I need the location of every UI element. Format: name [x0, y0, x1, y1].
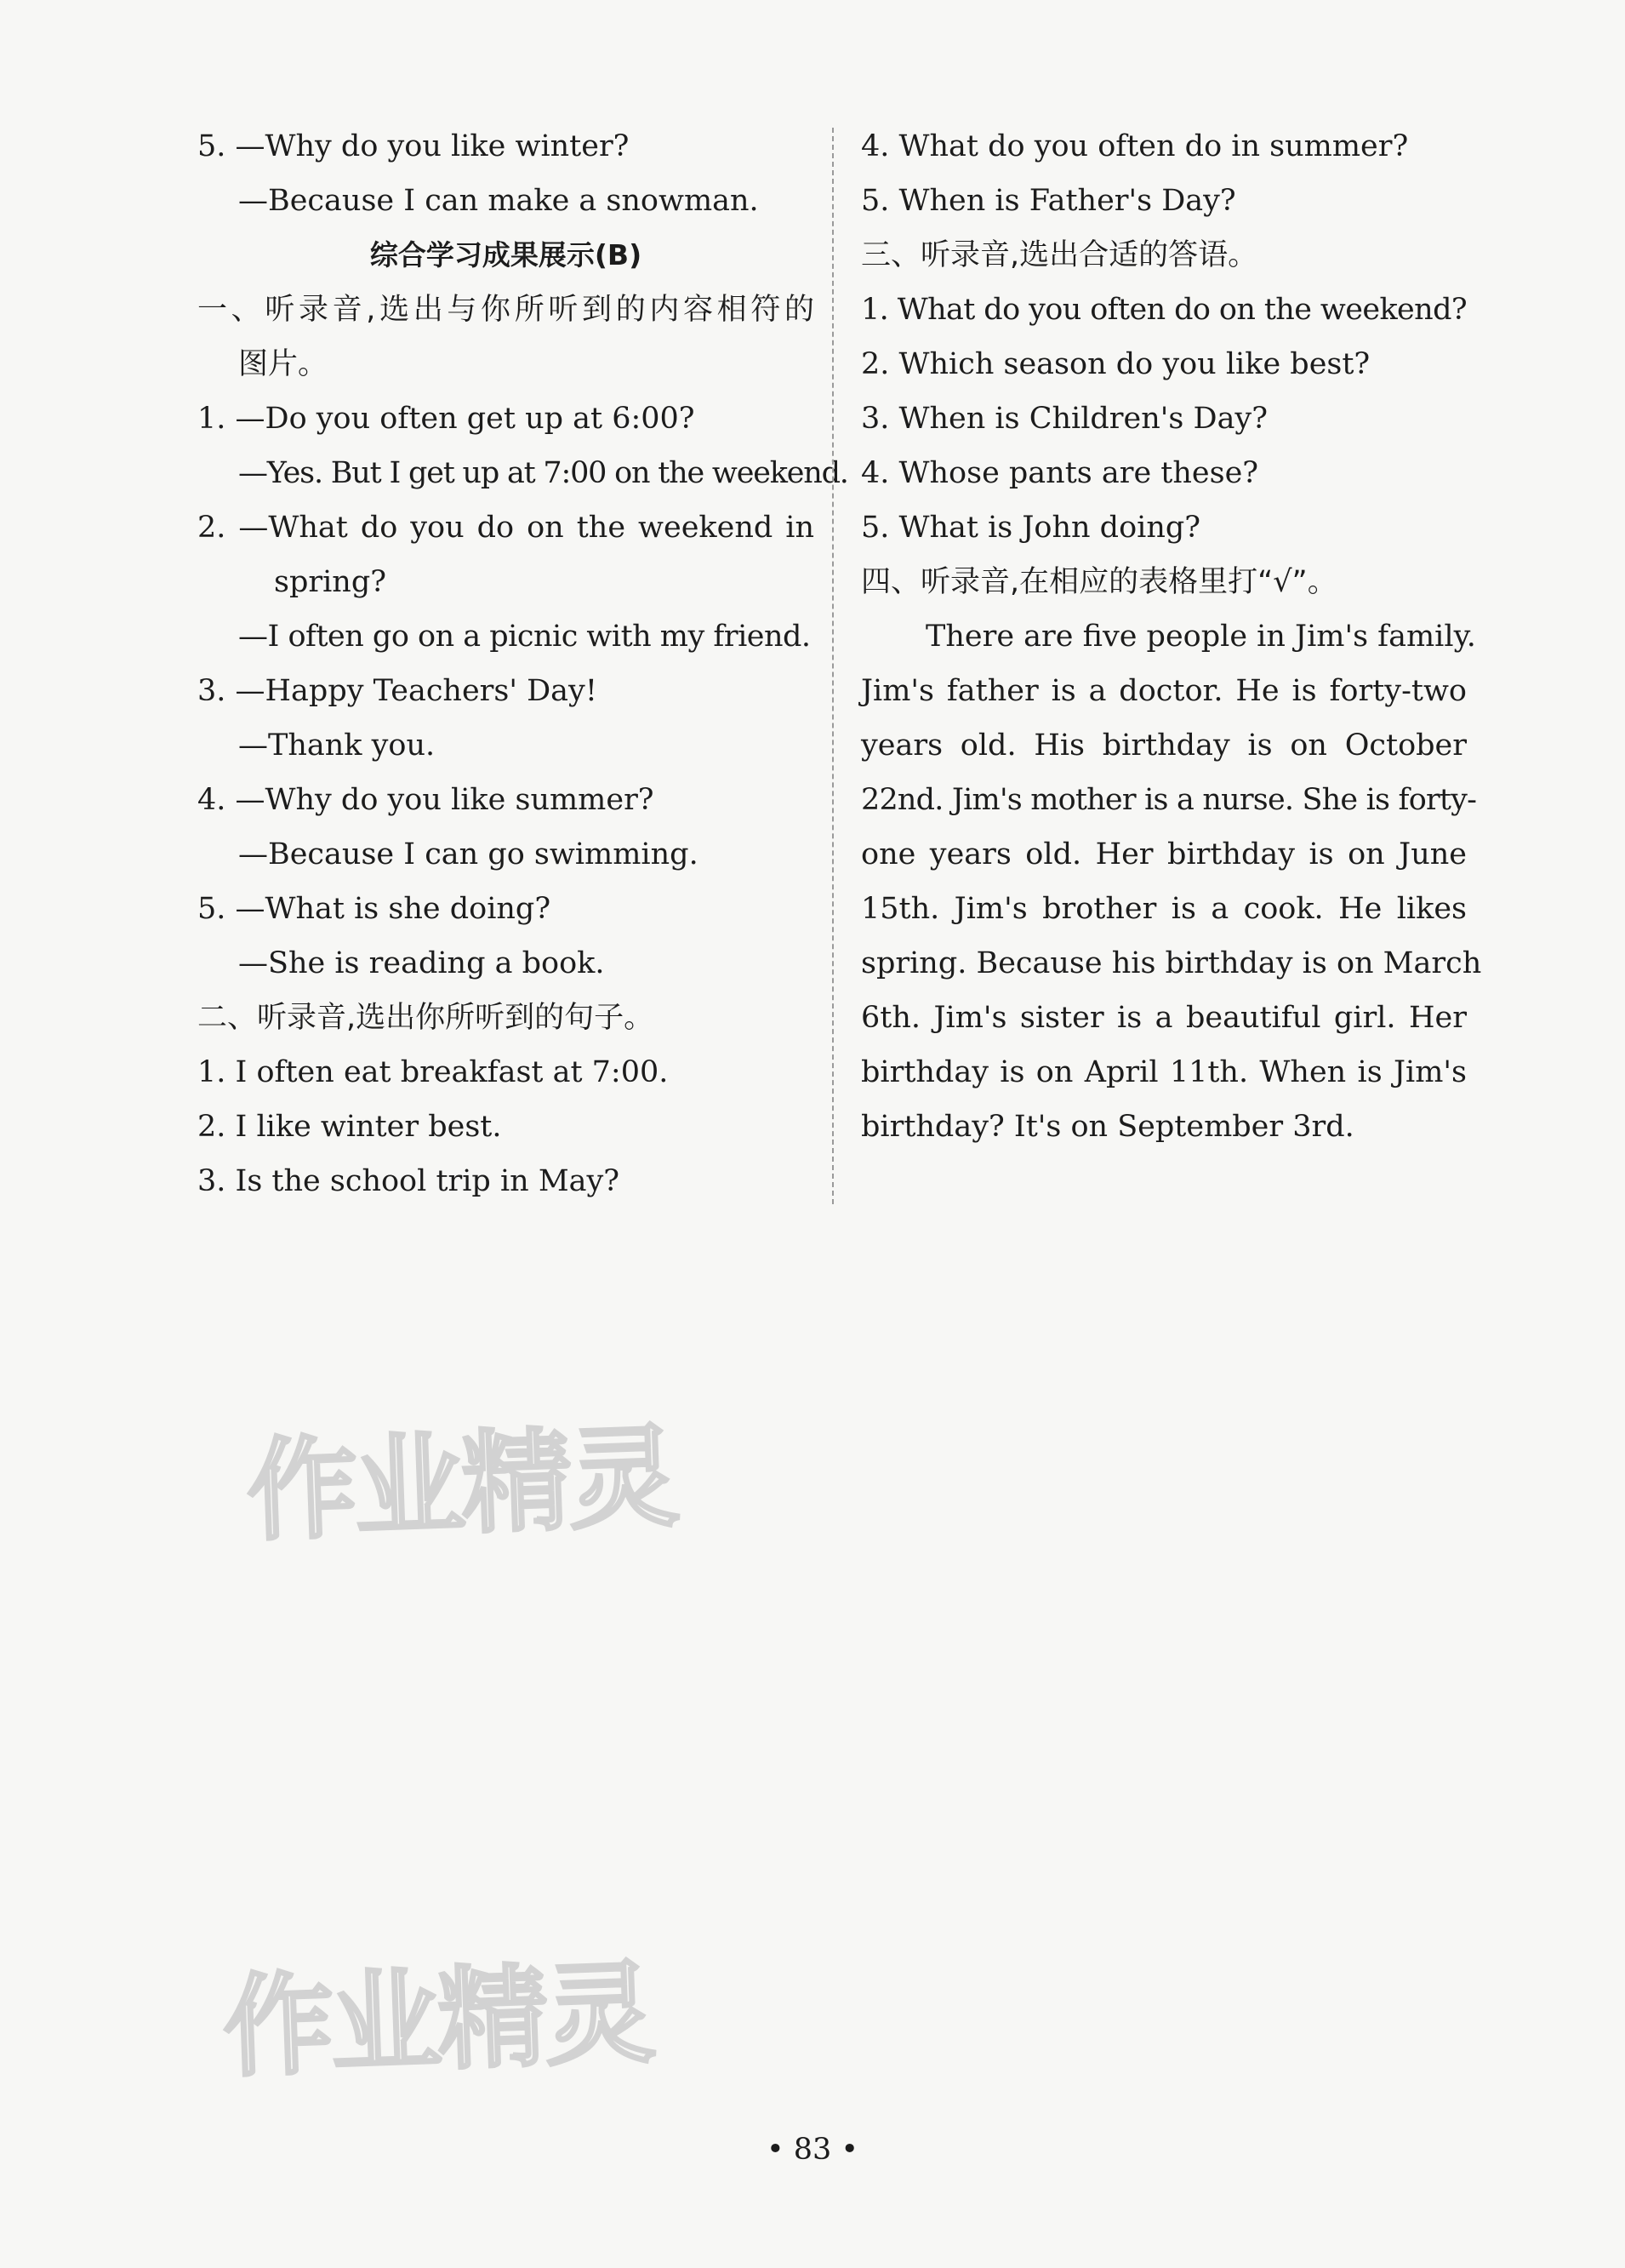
watermark: 作业精灵	[220, 1948, 654, 2093]
section-2-heading: 二、听录音,选出你所听到的句子。	[197, 1001, 654, 1035]
line-17: 1. I often eat breakfast at 7:00.	[197, 1055, 669, 1089]
line-12: 4. —Why do you like summer?	[197, 783, 654, 817]
passage-line: spring. Because his birthday is on March	[861, 946, 1482, 980]
right-column	[861, 119, 1482, 1154]
passage-line: birthday is on April 11th. When is Jim's	[861, 1055, 1467, 1089]
column-divider	[832, 128, 834, 1204]
line-r1: 5. When is Father's Day?	[861, 184, 1236, 218]
passage-line: Jim's father is a doctor. He is forty-two	[861, 674, 1467, 708]
line-18: 2. I like winter best.	[197, 1110, 502, 1144]
page-number: • 83 •	[766, 2133, 859, 2167]
section-title: 综合学习成果展示(B)	[369, 238, 642, 271]
line-8: spring?	[274, 565, 387, 599]
section-1-heading-cont: 图片。	[238, 347, 328, 381]
passage-line: 6th. Jim's sister is a beautiful girl. Her	[861, 1001, 1467, 1035]
passage-line: one years old. Her birthday is on June	[861, 837, 1467, 871]
passage-line: 22nd. Jim's mother is a nurse. She is forty-	[861, 783, 1477, 817]
line-5: 1. —Do you often get up at 6:00?	[197, 402, 695, 436]
line-r7: 5. What is John doing?	[861, 511, 1201, 545]
line-19: 3. Is the school trip in May?	[197, 1164, 620, 1198]
line-r0: 4. What do you often do in summer?	[861, 129, 1409, 163]
section-4-heading: 四、听录音,在相应的表格里打“√”。	[861, 565, 1337, 599]
passage-line: There are five people in Jim's family.	[926, 620, 1476, 654]
line-11: —Thank you.	[238, 728, 436, 763]
line-r6: 4. Whose pants are these?	[861, 456, 1259, 490]
line-14: 5. —What is she doing?	[197, 892, 551, 926]
line-r4: 2. Which season do you like best?	[861, 347, 1371, 381]
section-1-heading: 一、听录音,选出与你所听到的内容相符的	[197, 293, 814, 327]
line-r3: 1. What do you often do on the weekend?	[861, 293, 1468, 327]
watermark: 作业精灵	[244, 1412, 678, 1557]
passage-line: 15th. Jim's brother is a cook. He likes	[861, 892, 1467, 926]
passage-line: years old. His birthday is on October	[861, 728, 1467, 763]
passage-line: birthday? It's on September 3rd.	[861, 1110, 1354, 1144]
line-6: —Yes. But I get up at 7:00 on the weekend.	[238, 456, 848, 490]
line-13: —Because I can go swimming.	[238, 837, 698, 871]
line-0: 5. —Why do you like winter?	[197, 129, 630, 163]
listening-passage	[861, 609, 1482, 1154]
line-r5: 3. When is Children's Day?	[861, 402, 1268, 436]
line-9: —I often go on a picnic with my friend.	[238, 620, 811, 654]
section-3-heading: 三、听录音,选出合适的答语。	[861, 238, 1258, 272]
left-column	[197, 119, 848, 1208]
line-1: —Because I can make a snowman.	[238, 184, 759, 218]
line-15: —She is reading a book.	[238, 946, 605, 980]
line-7: 2. —What do you do on the weekend in	[197, 511, 814, 545]
line-10: 3. —Happy Teachers' Day!	[197, 674, 597, 708]
